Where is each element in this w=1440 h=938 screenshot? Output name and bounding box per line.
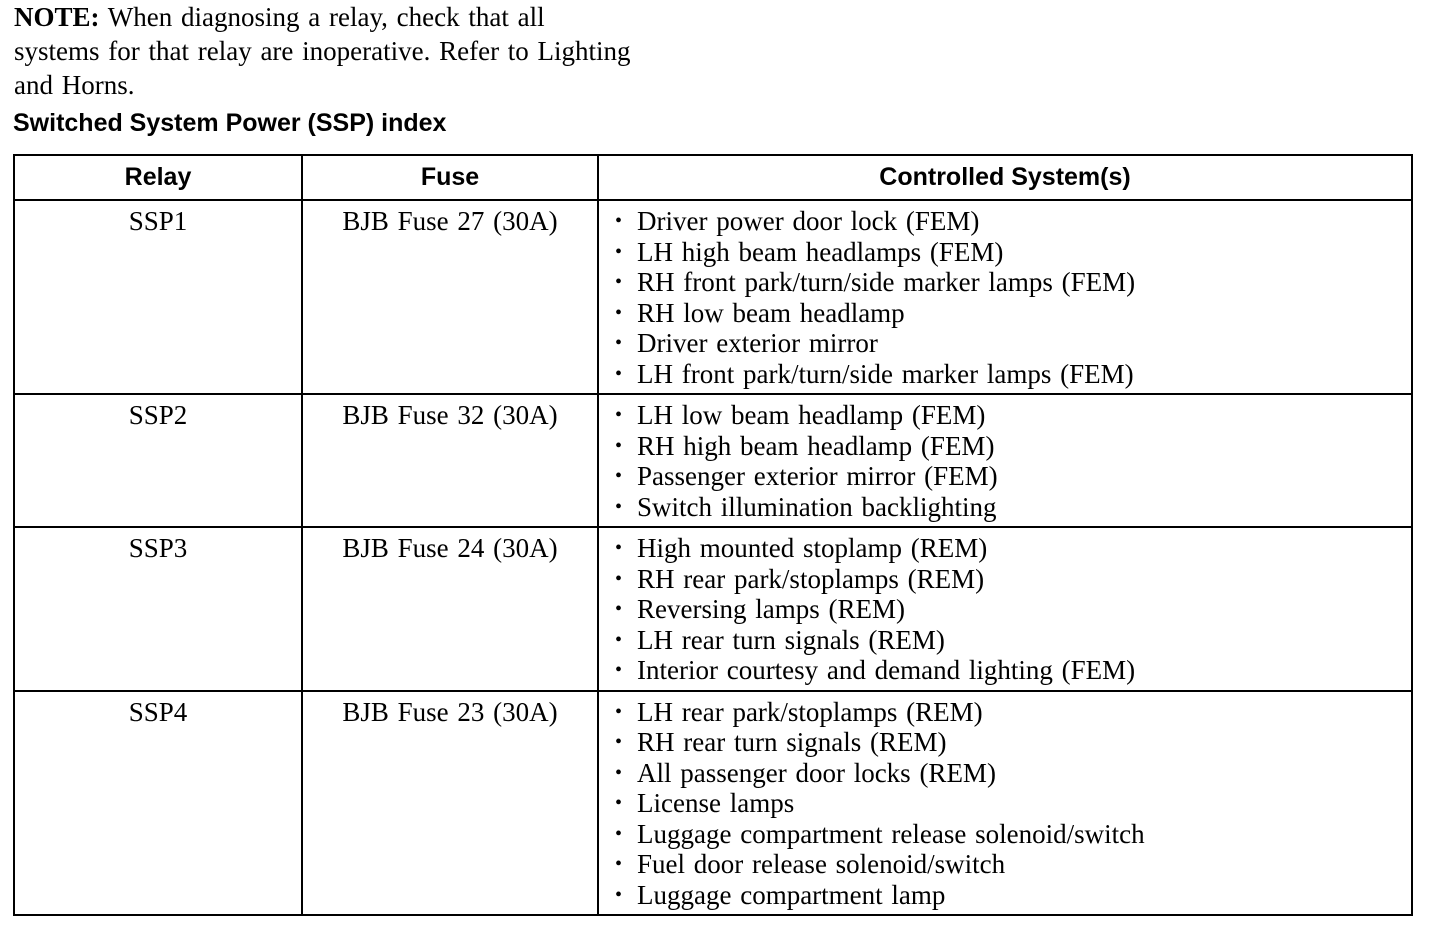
- list-item: • RH high beam headlamp (FEM): [613, 431, 1411, 462]
- list-item: • Driver power door lock (FEM): [613, 206, 1411, 237]
- list-item: • RH low beam headlamp: [613, 298, 1411, 329]
- list-item: • Fuel door release solenoid/switch: [613, 849, 1411, 880]
- list-item: • Luggage compartment lamp: [613, 880, 1411, 911]
- table-header-row: [14, 155, 1412, 200]
- list-item: • Switch illumination backlighting: [613, 492, 1411, 523]
- list-item: • LH low beam headlamp (FEM): [613, 400, 1411, 431]
- list-item: • RH rear turn signals (REM): [613, 727, 1411, 758]
- relay-cell: SSP1: [14, 200, 302, 394]
- systems-list: [613, 533, 1411, 686]
- fuse-cell: BJB Fuse 32 (30A): [302, 394, 598, 527]
- relay-cell: SSP3: [14, 527, 302, 691]
- list-item: • All passenger door locks (REM): [613, 758, 1411, 789]
- note-text: When diagnosing a relay, check that all systems for that relay are inoperative. Refer to Lighting and Horns.: [14, 2, 631, 100]
- list-item: • Passenger exterior mirror (FEM): [613, 461, 1411, 492]
- list-item: • License lamps: [613, 788, 1411, 819]
- relay-cell: SSP4: [14, 691, 302, 916]
- systems-list: [613, 206, 1411, 389]
- systems-list: [613, 697, 1411, 911]
- header-relay: Relay: [14, 155, 302, 200]
- table-row: [14, 394, 1412, 527]
- header-controlled-systems: Controlled System(s): [598, 155, 1412, 200]
- table-row: [14, 527, 1412, 691]
- ssp-index-table: [13, 154, 1413, 916]
- list-item: • LH rear park/stoplamps (REM): [613, 697, 1411, 728]
- list-item: • Reversing lamps (REM): [613, 594, 1411, 625]
- list-item: • LH high beam headlamps (FEM): [613, 237, 1411, 268]
- fuse-cell: BJB Fuse 24 (30A): [302, 527, 598, 691]
- systems-cell: [598, 691, 1412, 916]
- section-title: Switched System Power (SSP) index: [13, 109, 447, 137]
- fuse-cell: BJB Fuse 23 (30A): [302, 691, 598, 916]
- list-item: • LH front park/turn/side marker lamps (FEM): [613, 359, 1411, 390]
- list-item: • LH rear turn signals (REM): [613, 625, 1411, 656]
- header-fuse: Fuse: [302, 155, 598, 200]
- table-row: [14, 200, 1412, 394]
- table-row: [14, 691, 1412, 916]
- note-label: NOTE:: [14, 2, 100, 32]
- systems-cell: [598, 527, 1412, 691]
- fuse-cell: BJB Fuse 27 (30A): [302, 200, 598, 394]
- systems-list: [613, 400, 1411, 522]
- list-item: • High mounted stoplamp (REM): [613, 533, 1411, 564]
- list-item: • Luggage compartment release solenoid/switch: [613, 819, 1411, 850]
- list-item: • Driver exterior mirror: [613, 328, 1411, 359]
- systems-cell: [598, 394, 1412, 527]
- list-item: • RH front park/turn/side marker lamps (FEM): [613, 267, 1411, 298]
- list-item: • RH rear park/stoplamps (REM): [613, 564, 1411, 595]
- list-item: • Interior courtesy and demand lighting (FEM): [613, 655, 1411, 686]
- relay-cell: SSP2: [14, 394, 302, 527]
- systems-cell: [598, 200, 1412, 394]
- note-paragraph: [14, 0, 634, 102]
